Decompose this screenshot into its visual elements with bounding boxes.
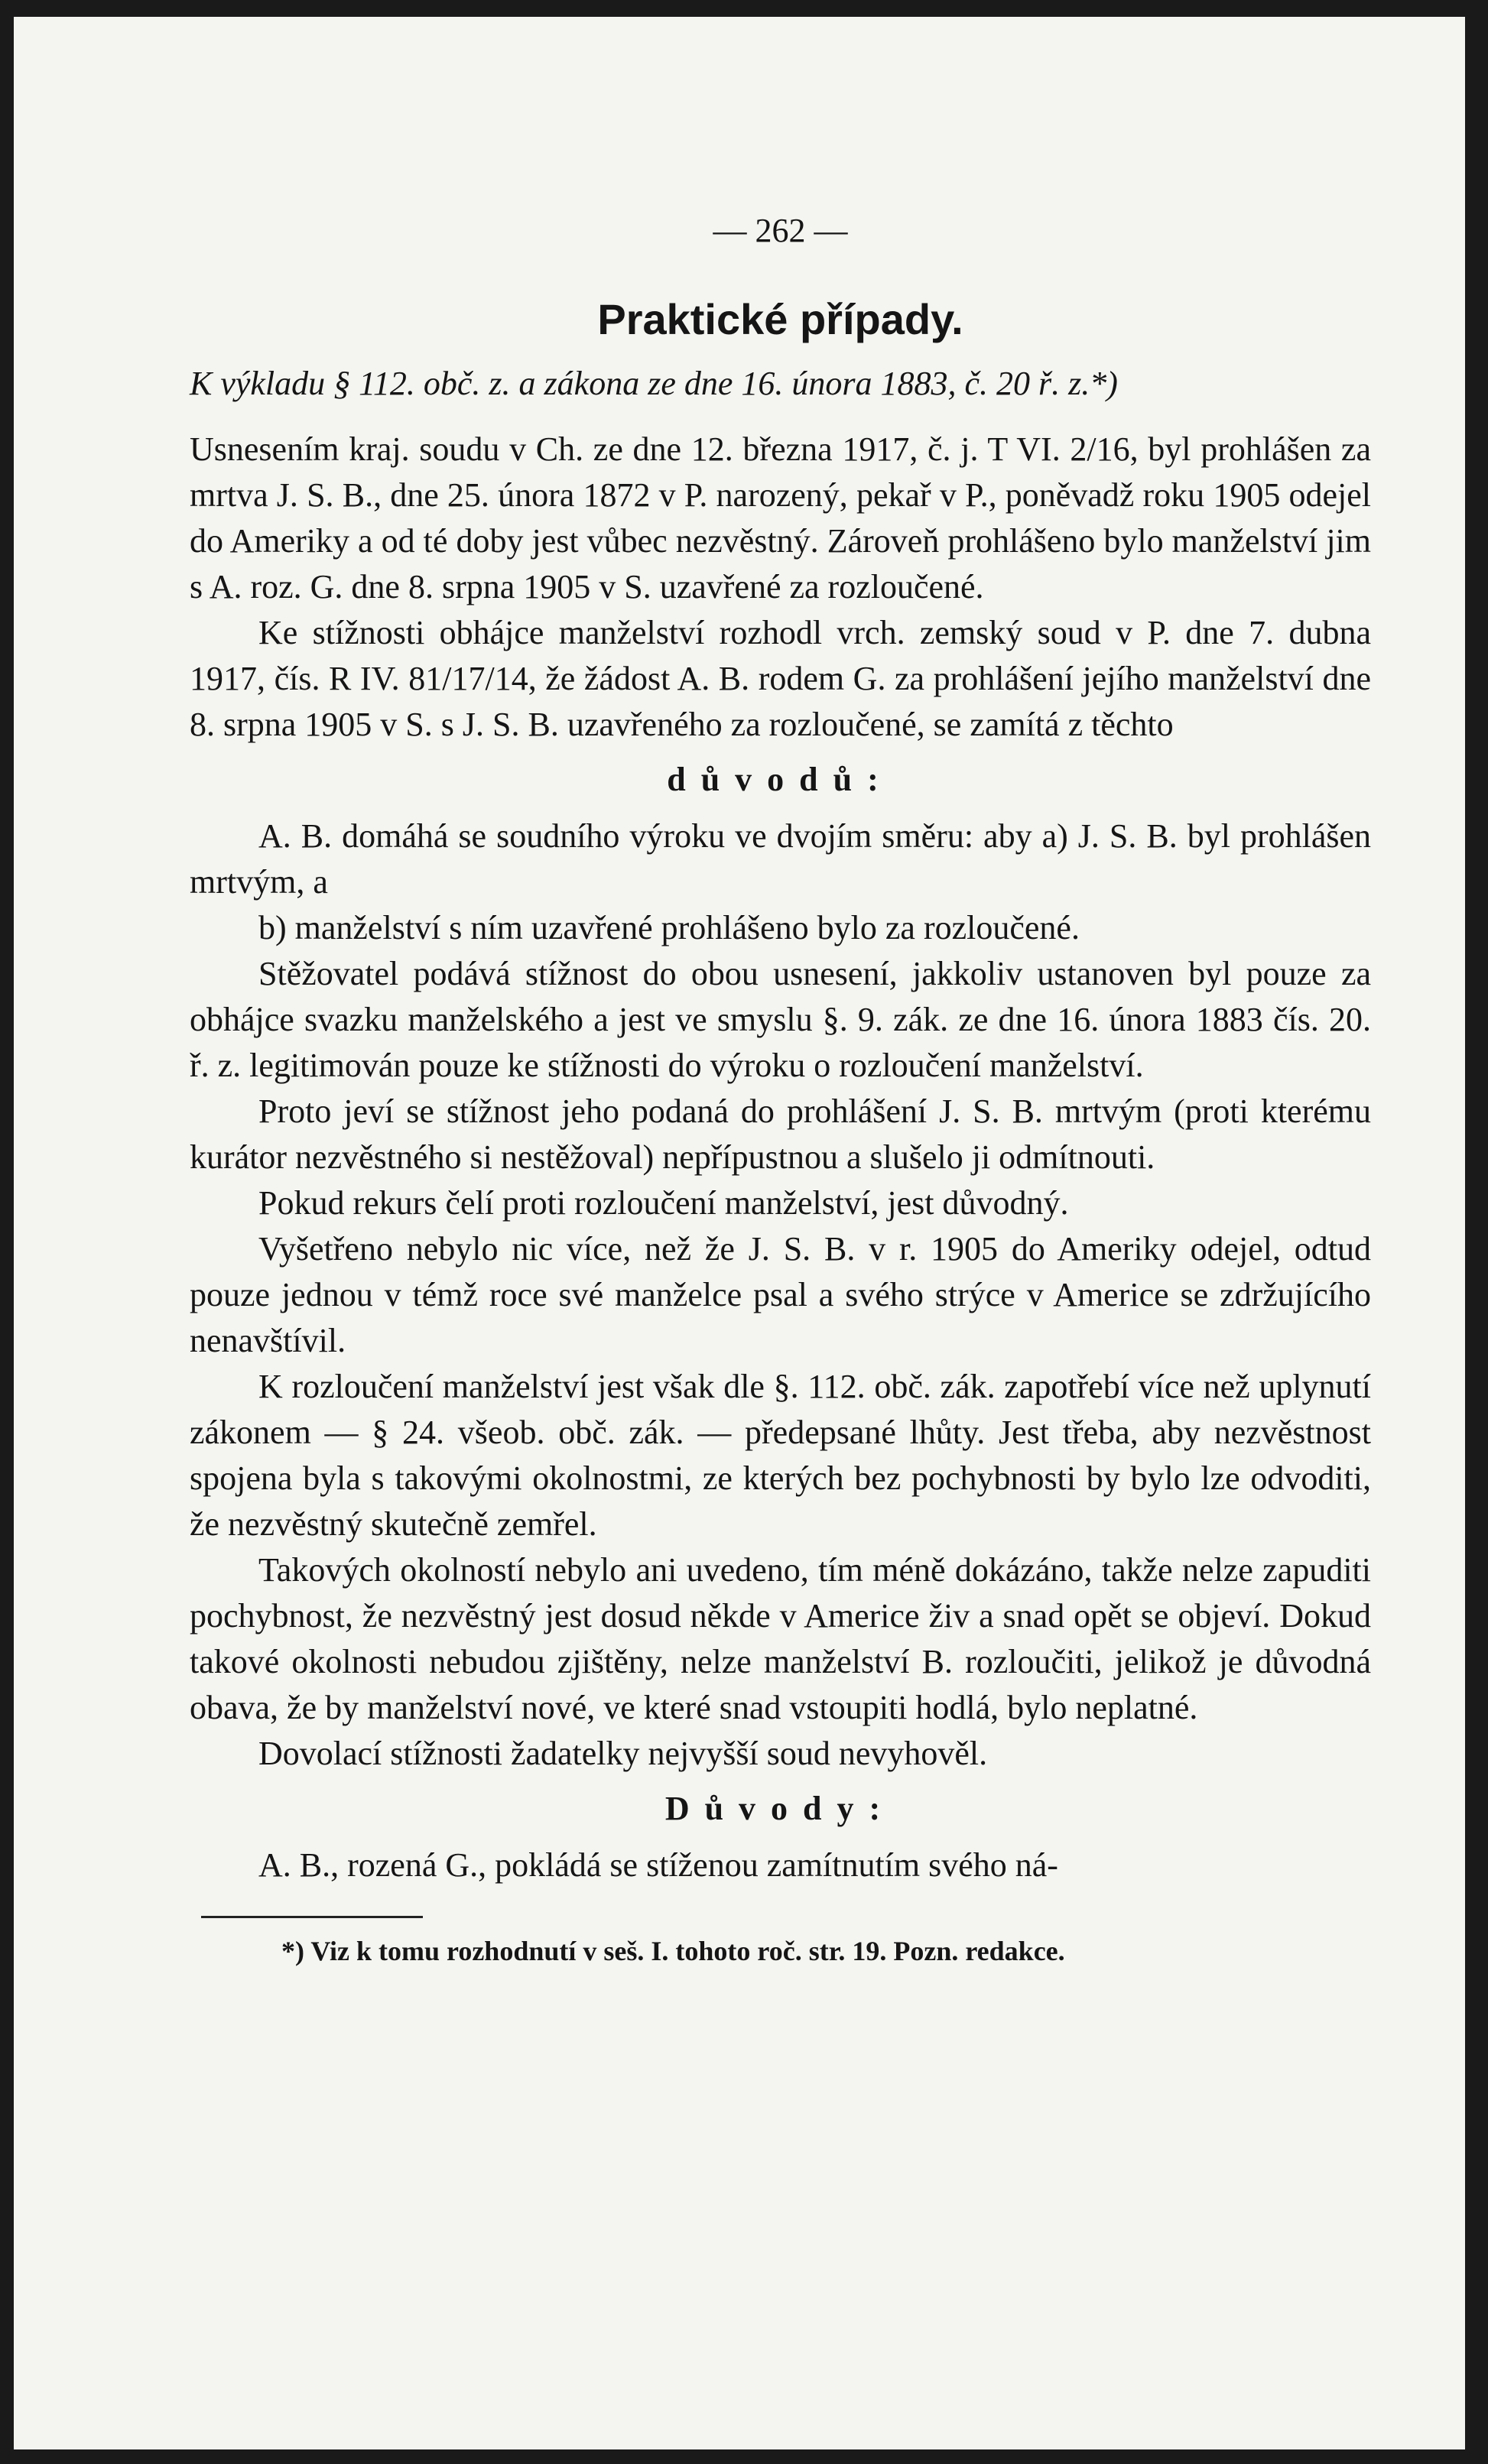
section-heading-duvody: Důvody: — [664, 1790, 896, 1827]
paragraph: Usnesením kraj. soudu v Ch. ze dne 12. března 1917, č. j. T VI. 2/16, byl prohlášen za mrtva J. S. B., dne 25. února 1872 v P. narozený, pekař v P., poněvadž roku 1905 odejel do Ameriky a od té doby jest vůbec nezvěstný. Zároveň prohlášeno bylo manželství jim s A. roz. G. dne 8. srpna 1905 v S. uzavřené za rozloučené. — [190, 430, 1371, 605]
page-number: — 262 — — [713, 212, 848, 249]
footnote-divider — [201, 1916, 423, 1918]
paragraph: A. B., rozená G., pokládá se stíženou zamítnutím svého ná- — [258, 1846, 1058, 1884]
footnote: *) Viz k tomu rozhodnutí v seš. I. tohoto roč. str. 19. Pozn. redakce. — [281, 1936, 1065, 1966]
paragraph: Pokud rekurs čelí proti rozloučení manželství, jest důvodný. — [258, 1184, 1069, 1222]
paragraph: b) manželství s ním uzavřené prohlášeno bylo za rozloučené. — [258, 909, 1080, 946]
text-block — [190, 208, 1371, 1969]
paragraph: Dovolací stížnosti žadatelky nejvyšší soud nevyhověl. — [258, 1735, 988, 1772]
paragraph: Ke stížnosti obhájce manželství rozhodl vrch. zemský soud v P. dne 7. dubna 1917, čís. R IV. 81/17/14, že žádost A. B. rodem G. za prohlášení jejího manželství dne 8. srpna 1905 v S. s J. S. B. uzavřeného za rozloučené, se zamítá z těchto — [190, 614, 1371, 743]
paragraph: Proto jeví se stížnost jeho podaná do prohlášení J. S. B. mrtvým (proti kterému kurátor nezvěstného si nestěžoval) nepřípustnou a slušelo ji odmítnouti. — [190, 1092, 1371, 1176]
subtitle: K výkladu § 112. obč. z. a zákona ze dne 16. února 1883, č. 20 ř. z.*) — [190, 365, 1118, 402]
paragraph: Takových okolností nebylo ani uvedeno, tím méně dokázáno, takže nelze zapuditi pochybnost, že nezvěstný jest dosud někde v Americe živ a snad opět se objeví. Dokud takové okolnosti nebudou zjištěny, nelze manželství B. rozloučiti, jelikož je důvodná obava, že by manželství nové, ve které snad vstoupiti hodlá, bylo neplatné. — [190, 1551, 1371, 1726]
paragraph: A. B. domáhá se soudního výroku ve dvojím směru: aby a) J. S. B. byl prohlášen mrtvým, a — [190, 817, 1371, 901]
paragraph: Stěžovatel podává stížnost do obou usnesení, jakkoliv ustanoven byl pouze za obhájce svazku manželského a jest ve smyslu §. 9. zák. ze dne 16. února 1883 čís. 20. ř. z. legitimován pouze ke stížnosti do výroku o rozloučení manželství. — [190, 955, 1371, 1084]
paragraph: K rozloučení manželství jest však dle §. 112. obč. zák. zapotřebí více než uplynutí zákonem — § 24. všeob. obč. zák. — předepsané lhůty. Jest třeba, aby nezvěstnost spojena byla s takovými okolnostmi, ze kterých bez pochybnosti by bylo lze odvoditi, že nezvěstný skutečně zemřel. — [190, 1368, 1371, 1543]
section-heading-duvodu: důvodů: — [667, 761, 894, 798]
document-page — [14, 17, 1465, 2449]
page-heading: Praktické případy. — [597, 295, 963, 343]
paragraph: Vyšetřeno nebylo nic více, než že J. S. B. v r. 1905 do Ameriky odejel, odtud pouze jednou v témž roce své manželce psal a svého strýce v Americe se zdržujícího nenavštívil. — [190, 1230, 1371, 1359]
